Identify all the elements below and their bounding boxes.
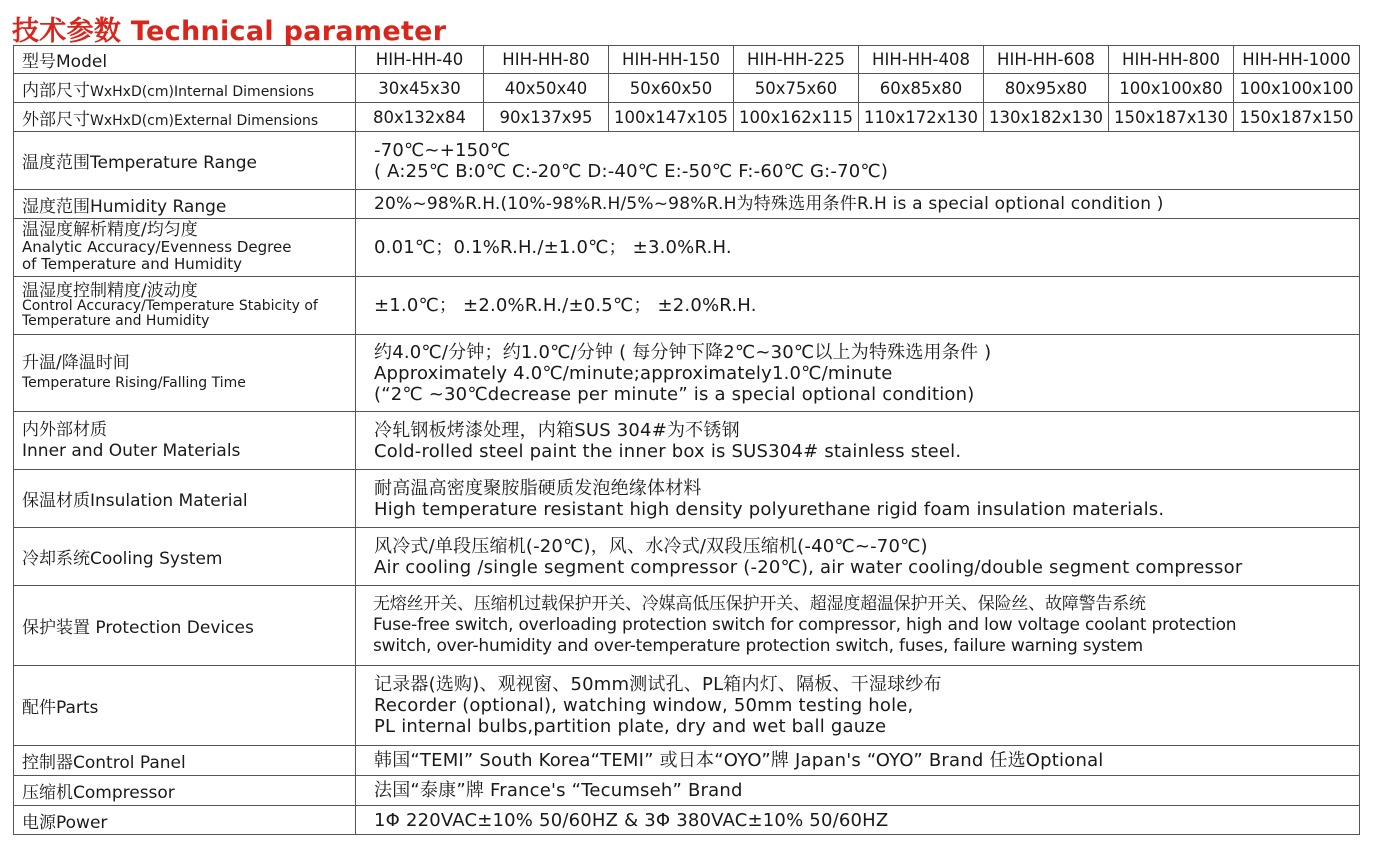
internal-dim-cell: 100x100x100 [1234,74,1360,103]
materials-line: 冷轧钢板烤漆处理，内箱SUS 304#为不锈钢 [374,419,740,441]
humidity-range-value: 20%~98%R.H.(10%-98%R.H/5%~98%R.H为特殊选用条件R.H is a special optional condition ) [356,190,1360,219]
external-dim-cell: 150x187x130 [1109,103,1234,132]
temperature-range-line: ( A:25℃ B:0℃ C:-20℃ D:-40℃ E:-50℃ F:-60℃ G:-70℃) [374,160,889,182]
protection-devices-label: 保护装置 Protection Devices [14,586,356,666]
control-accuracy-label-cn: 温湿度控制精度/波动度 [22,280,198,301]
parts-line: PL internal bulbs,partition plate, dry and wet ball gauze [374,716,887,737]
analytic-accuracy-label-cn: 温湿度解析精度/均匀度 [22,220,198,240]
protection-devices-line: 无熔丝开关、压缩机过载保护开关、冷媒高低压保护开关、超湿度超温保护开关、保险丝、故障警告系统 [373,594,1146,614]
table-row [14,586,1360,666]
internal-dimensions-label [14,74,356,103]
protection-devices-line: Fuse-free switch, overloading protection switch for compressor, high and low voltage coolant protection [373,615,1237,635]
table-row [14,103,1360,132]
table-row [14,412,1360,470]
internal-dim-cell: 50x60x50 [609,74,734,103]
model-cell: HIH-HH-225 [734,46,859,74]
internal-dim-cell: 60x85x80 [859,74,984,103]
temperature-range-label: 温度范围Temperature Range [14,132,356,190]
table-row [14,806,1360,835]
control-panel-value: 韩国“TEMI” South Korea“TEMI” 或日本“OYO”牌 Japan's “OYO” Brand 任选Optional [356,746,1360,776]
insulation-line: High temperature resistant high density polyurethane rigid foam insulation materials. [374,498,1165,520]
table-row [14,219,1360,277]
materials-label-en: Inner and Outer Materials [22,440,241,461]
external-dim-cell: 130x182x130 [984,103,1109,132]
external-dim-cell: 90x137x95 [484,103,609,132]
external-dim-cell: 100x147x105 [609,103,734,132]
external-dim-cell: 110x172x130 [859,103,984,132]
insulation-line: 耐高温高密度聚胺脂硬质发泡绝缘体材料 [374,477,702,499]
model-label: 型号Model [14,46,356,74]
control-accuracy-label [14,277,356,335]
model-cell: HIH-HH-1000 [1234,46,1360,74]
compressor-value: 法国“泰康”牌 France's “Tecumseh” Brand [356,776,1360,806]
rising-falling-label-en: Temperature Rising/Falling Time [22,375,246,391]
rising-falling-value [356,335,1360,412]
materials-label [14,412,356,470]
parts-label: 配件Parts [14,666,356,746]
cooling-system-label: 冷却系统Cooling System [14,528,356,586]
internal-dim-cell: 40x50x40 [484,74,609,103]
insulation-label: 保温材质Insulation Material [14,470,356,528]
table-row [14,470,1360,528]
compressor-label: 压缩机Compressor [14,776,356,806]
control-accuracy-label-en: Control Accuracy/Temperature Stabicity of [22,297,318,314]
external-dimensions-label-en: WxHxD(cm)External Dimensions [90,112,319,129]
table-row [14,776,1360,806]
power-value: 1Φ 220VAC±10% 50/60HZ & 3Φ 380VAC±10% 50/60HZ [356,806,1360,835]
table-row [14,74,1360,103]
control-accuracy-label-en: Temperature and Humidity [22,312,210,329]
parts-value [356,666,1360,746]
page-title: 技术参数 Technical parameter [12,16,447,47]
model-cell: HIH-HH-408 [859,46,984,74]
internal-dim-cell: 80x95x80 [984,74,1109,103]
analytic-accuracy-label-en: of Temperature and Humidity [22,255,243,273]
internal-dimensions-label-cn: 内部尺寸 [22,80,90,101]
external-dim-cell: 150x187x150 [1234,103,1360,132]
external-dim-cell: 80x132x84 [356,103,484,132]
technical-parameter-table [13,45,1360,835]
rising-falling-label-cn: 升温/降温时间 [22,353,130,373]
rising-falling-line: 约4.0℃/分钟；约1.0℃/分钟 ( 每分钟下降2℃~30℃以上为特殊选用条件 ) [374,341,992,363]
table-row [14,132,1360,190]
table-row [14,528,1360,586]
table-row [14,335,1360,412]
table-row [14,190,1360,219]
table-row [14,277,1360,335]
table-row [14,746,1360,776]
analytic-accuracy-label-en: Analytic Accuracy/Evenness Degree [22,238,292,256]
cooling-system-value [356,528,1360,586]
parts-line: 记录器(选购)、观视窗、50mm测试孔、PL箱内灯、隔板、干湿球纱布 [374,674,942,695]
materials-label-cn: 内外部材质 [22,419,107,440]
control-accuracy-value: ±1.0℃； ±2.0%R.H./±0.5℃； ±2.0%R.H. [356,277,1360,335]
model-cell: HIH-HH-80 [484,46,609,74]
power-label: 电源Power [14,806,356,835]
rising-falling-line: (“2℃ ~30℃decrease per minute” is a special optional condition) [374,383,975,405]
external-dim-cell: 100x162x115 [734,103,859,132]
parts-line: Recorder (optional), watching window, 50mm testing hole, [374,695,914,716]
model-cell: HIH-HH-608 [984,46,1109,74]
internal-dimensions-label-en: WxHxD(cm)Internal Dimensions [90,83,315,100]
materials-value [356,412,1360,470]
cooling-system-line: Air cooling /single segment compressor (-20℃), air water cooling/double segment compressor [374,556,1243,578]
temperature-range-line: -70℃~+150℃ [374,139,511,161]
analytic-accuracy-label [14,219,356,277]
materials-line: Cold-rolled steel paint the inner box is SUS304# stainless steel. [374,440,962,462]
insulation-value [356,470,1360,528]
internal-dim-cell: 30x45x30 [356,74,484,103]
cooling-system-line: 风冷式/单段压缩机(-20℃)，风、水冷式/双段压缩机(-40℃~-70℃) [374,535,928,557]
humidity-range-label: 湿度范围Humidity Range [14,190,356,219]
analytic-accuracy-value: 0.01℃；0.1%R.H./±1.0℃； ±3.0%R.H. [356,219,1360,277]
internal-dim-cell: 50x75x60 [734,74,859,103]
table-row [14,46,1360,74]
protection-devices-line: switch, over-humidity and over-temperature protection switch, fuses, failure warning system [373,636,1144,656]
model-cell: HIH-HH-800 [1109,46,1234,74]
table-row [14,666,1360,746]
external-dimensions-label-cn: 外部尺寸 [22,109,90,130]
protection-devices-value [356,586,1360,666]
model-cell: HIH-HH-150 [609,46,734,74]
rising-falling-line: Approximately 4.0℃/minute;approximately1.0℃/minute [374,362,893,384]
control-panel-label: 控制器Control Panel [14,746,356,776]
internal-dim-cell: 100x100x80 [1109,74,1234,103]
temperature-range-value [356,132,1360,190]
rising-falling-label [14,335,356,412]
model-cell: HIH-HH-40 [356,46,484,74]
external-dimensions-label [14,103,356,132]
